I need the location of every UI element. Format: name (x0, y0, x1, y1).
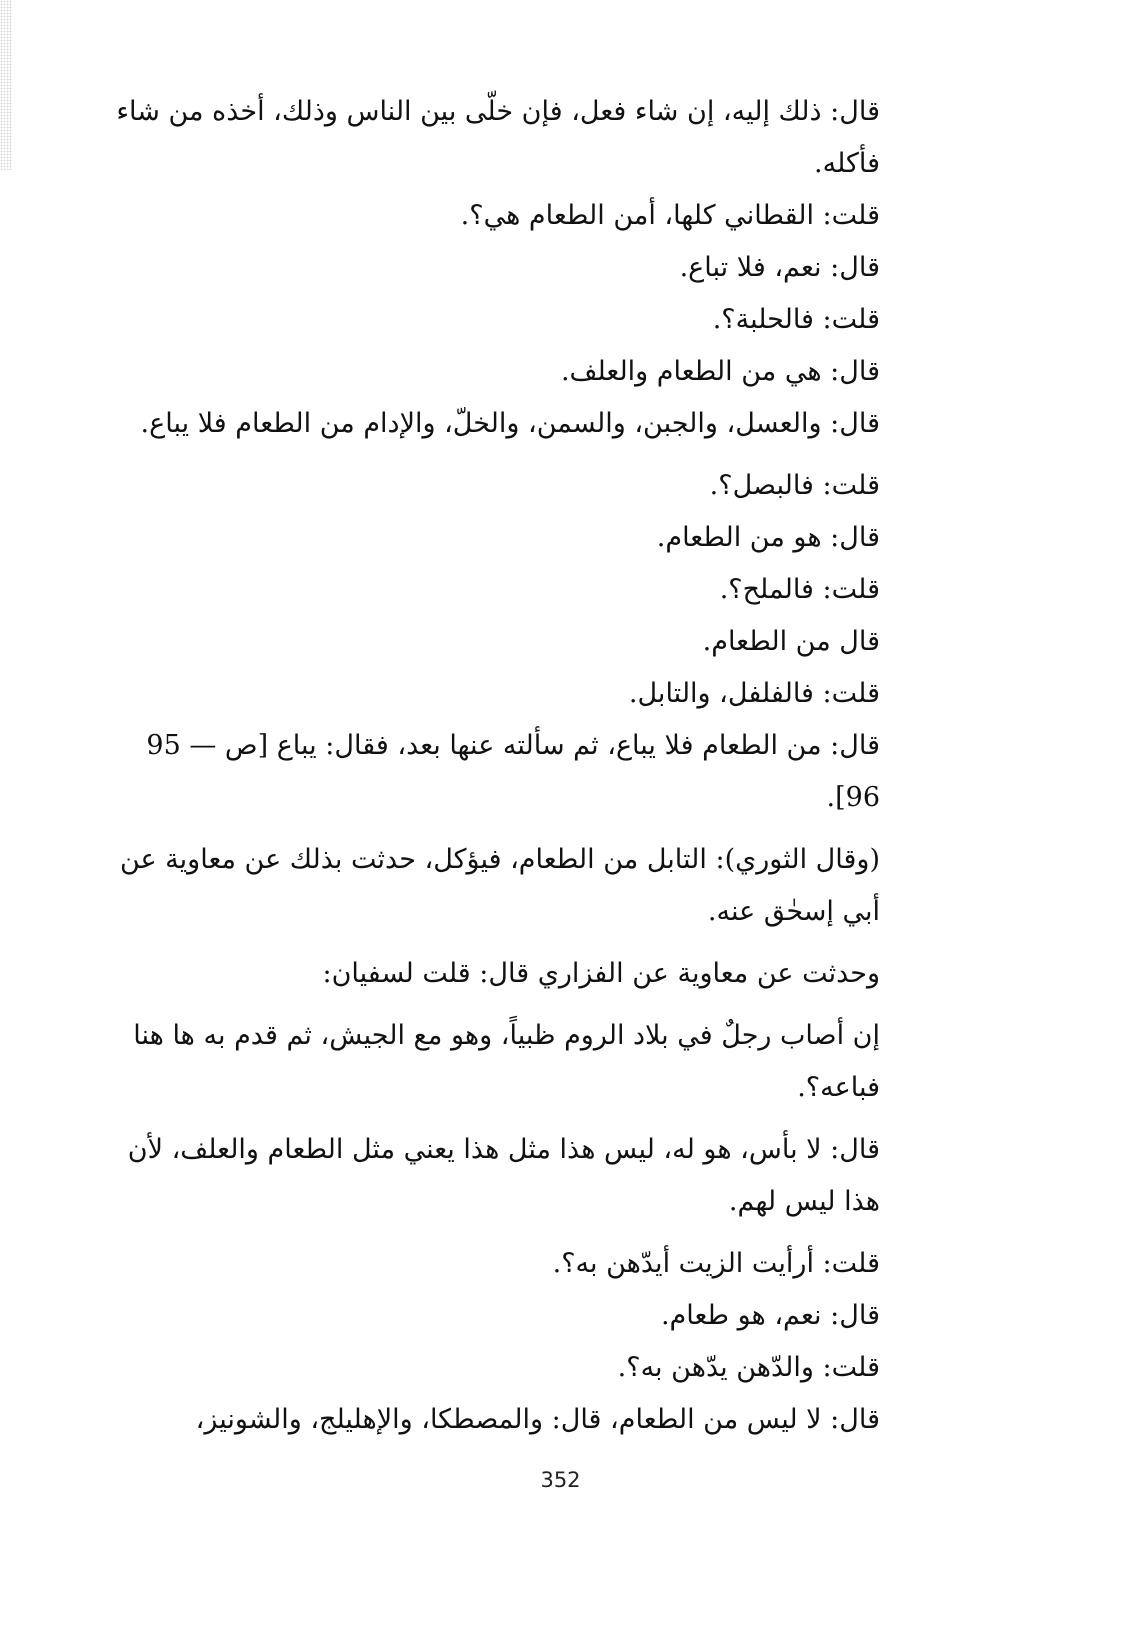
text-line-18: إن أصاب رجلٌ في بلاد الروم ظبياً، وهو مع الجيش، ثم قدم به ها هنا (133, 1020, 880, 1051)
text-line-3: قلت: القطاني كلها، أمن الطعام هي؟. (460, 200, 880, 231)
text-line-25: قال: لا ليس من الطعام، قال: والمصطكا، والإهليلج، والشونيز، (195, 1404, 880, 1435)
text-line-17: وحدثت عن معاوية عن الفزاري قال: قلت لسفيان: (322, 958, 880, 989)
text-line-6: قال: هي من الطعام والعلف. (560, 356, 880, 387)
text-line-14: 96]. (826, 782, 880, 813)
text-line-16: أبي إسحٰق عنه. (707, 896, 880, 927)
text-line-5: قلت: فالحلبة؟. (712, 304, 880, 335)
text-line-20: قال: لا بأس، هو له، ليس هذا مثل هذا يعني مثل الطعام والعلف، لأن (127, 1134, 880, 1165)
text-line-22: قلت: أرأيت الزيت أيدّهن به؟. (552, 1248, 880, 1279)
page-number: 352 (540, 1468, 581, 1492)
text-line-8: قلت: فالبصل؟. (709, 470, 880, 501)
text-line-1: قال: ذلك إليه، إن شاء فعل، فإن خلّى بين الناس وذلك، أخذه من شاء (116, 96, 880, 127)
text-line-13: قال: من الطعام فلا يباع، ثم سألته عنها بعد، فقال: يباع [ص — 95 (146, 730, 880, 761)
text-line-9: قال: هو من الطعام. (656, 522, 880, 553)
text-line-10: قلت: فالملح؟. (719, 574, 880, 605)
scan-edge-noise (0, 0, 12, 170)
text-line-12: قلت: فالفلفل، والتابل. (628, 678, 880, 709)
text-line-24: قلت: والدّهن يدّهن به؟. (617, 1352, 880, 1383)
text-line-4: قال: نعم، فلا تباع. (679, 252, 880, 283)
text-line-7: قال: والعسل، والجبن، والسمن، والخلّ، والإدام من الطعام فلا يباع. (140, 408, 880, 439)
text-line-2: فأكله. (814, 148, 880, 179)
text-line-23: قال: نعم، هو طعام. (660, 1300, 880, 1331)
text-line-21: هذا ليس لهم. (728, 1186, 880, 1217)
text-body (60, 86, 880, 1446)
text-line-11: قال من الطعام. (702, 626, 880, 657)
text-line-15: (وقال الثوري): التابل من الطعام، فيؤكل، حدثت بذلك عن معاوية عن (119, 844, 880, 875)
text-line-19: فباعه؟. (797, 1072, 880, 1103)
